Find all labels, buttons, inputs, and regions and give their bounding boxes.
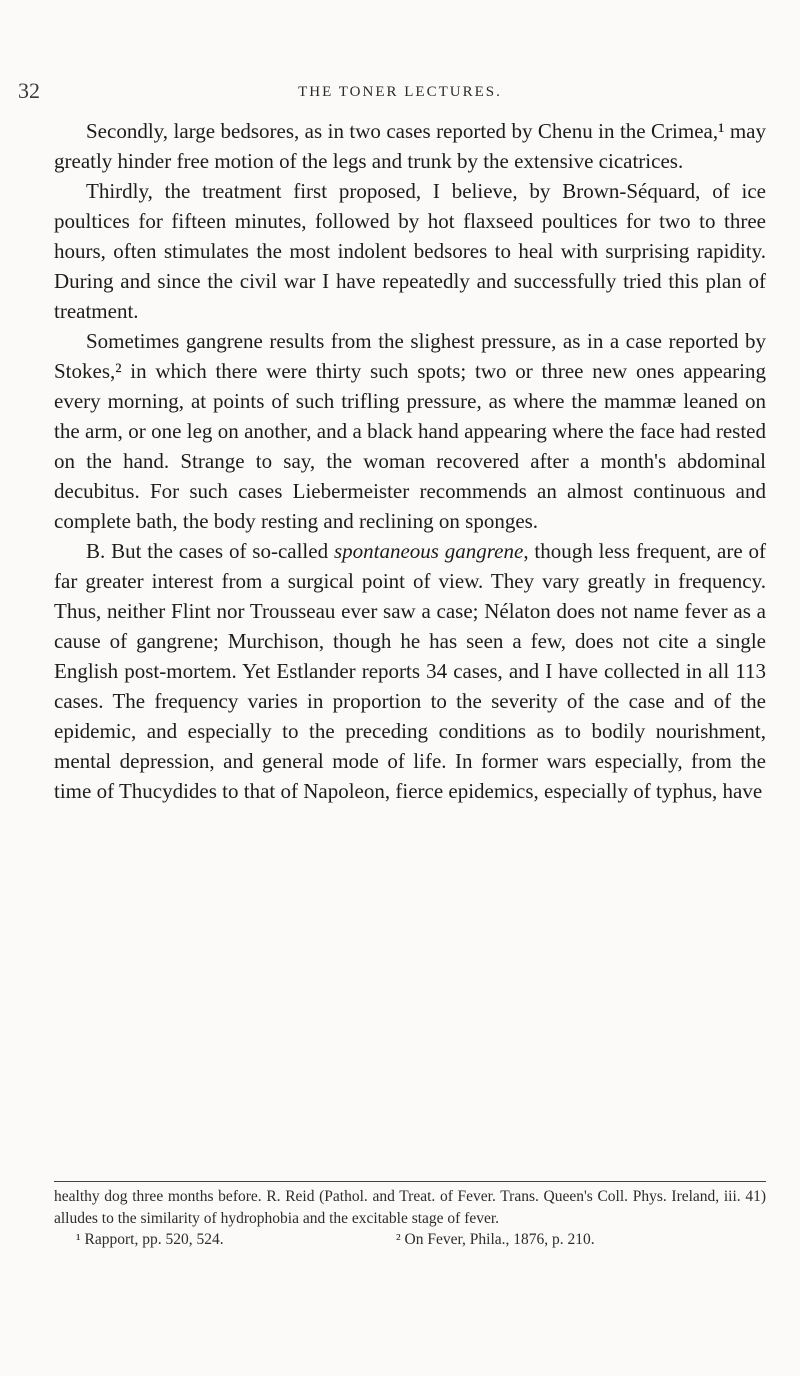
paragraph-thirdly: Thirdly, the treatment first proposed, I believe, by Brown-Séquard, of ice poultices for fifteen minutes, followed by hot flaxseed poultices for two to three hours, often stimulates the most indolent bedsores to heal with surprising rapidity. During and since the civil war I have repeatedly and successfully tried this plan of treatment. xyxy=(54,179,766,323)
paragraph-gangrene-pressure: Sometimes gangrene results from the slighest pressure, as in a case reported by Stokes,² in which there were thirty such spots; two or three new ones appearing every morning, at points of such trifling pressure, as where the mammæ leaned on the arm, or one leg on another, and a black hand appearing where the face had rested on the hand. Strange to say, the woman recovered after a month's abdominal decubitus. For such cases Liebermeister recommends an almost continuous and complete bath, the body resting and reclining on sponges. xyxy=(54,329,766,533)
body-text xyxy=(54,116,766,806)
page-number: 32 xyxy=(18,78,40,103)
paragraph-b-lead: B. But the cases of so-called xyxy=(86,539,334,563)
running-head: THE TONER LECTURES. xyxy=(298,84,502,100)
paragraph-b-rest: , though less frequent, are of far greater interest from a surgical point of view. They vary greatly in frequency. Thus, neither Flint nor Trousseau ever saw a case; Nélaton does not name fever as a cause of gangrene; Murchison, though he has seen a few, does not cite a single English post-mortem. Yet Estlander reports 34 cases, and I have collected in all 113 cases. The frequency varies in proportion to the severity of the case and of the epidemic, and especially to the preceding conditions as to bodily nourishment, mental depression, and general mode of life. In former wars especially, from the time of Thucydides to that of Napoleon, fierce epidemics, especially of typhus, have xyxy=(54,539,766,803)
footnote-2: ² On Fever, Phila., 1876, p. 210. xyxy=(396,1231,595,1248)
footnote-divider xyxy=(54,1181,766,1182)
paragraph-secondly: Secondly, large bedsores, as in two cases reported by Chenu in the Crimea,¹ may greatly hinder free motion of the legs and trunk by the extensive cicatrices. xyxy=(54,119,766,173)
footnotes xyxy=(54,1186,766,1251)
paragraph-spontaneous-gangrene xyxy=(54,536,766,806)
footnote-references xyxy=(54,1229,766,1251)
footnote-1: ¹ Rapport, pp. 520, 524. xyxy=(76,1231,224,1248)
footnote-continuation: healthy dog three months before. R. Reid (Pathol. and Treat. of Fever. Trans. Queen's Coll. Phys. Ireland, iii. 41) alludes to the similarity of hydrophobia and the excitable stage of fever. xyxy=(54,1188,766,1227)
paragraph-b-emphasis: spontaneous gangrene xyxy=(333,539,524,563)
